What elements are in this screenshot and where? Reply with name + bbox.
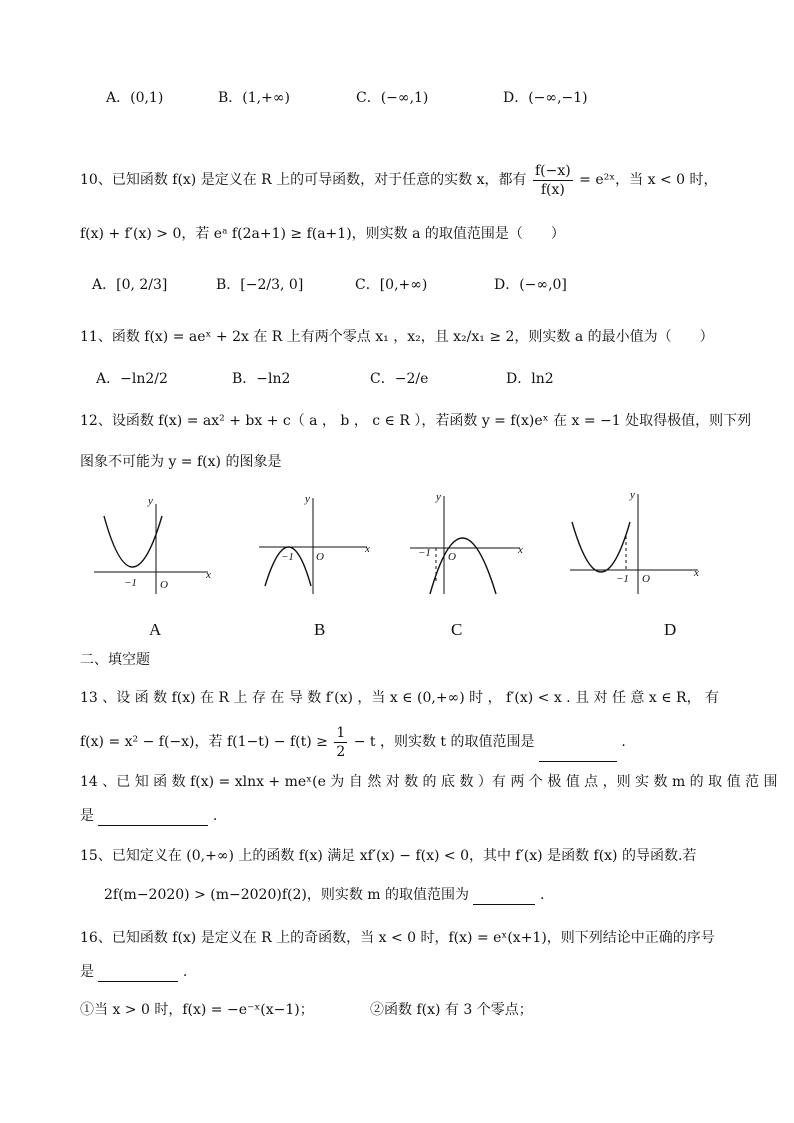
graph-d-parabola — [572, 522, 630, 572]
graph-d-y-label: y — [630, 489, 635, 501]
graph-c-caption: C — [451, 620, 463, 639]
q13-frac-den: 2 — [336, 743, 346, 760]
q16-stem-line1: 16、已知函数 f(x) 是定义在 R 上的奇函数，当 x < 0 时，f(x) = eˣ(x+1)，则下列结论中正确的序号 — [80, 930, 715, 946]
q10-option-d: D．(−∞,0] — [494, 277, 567, 293]
graph-b-neg-one: −1 — [281, 551, 294, 563]
q13-frac-tail: − t — [353, 734, 376, 750]
graph-c-parabola — [430, 538, 496, 594]
q14-answer-blank[interactable] — [98, 811, 208, 826]
q10-stem-line1 — [80, 160, 718, 200]
q15-stem-text: 2f(m−2020) > (m−2020)f(2)，则实数 m 的取值范围为 — [104, 887, 470, 903]
graph-a-parabola — [104, 516, 162, 567]
q16-end: . — [182, 964, 188, 980]
q10-stem-pre: 10、已知函数 f(x) 是定义在 R 上的可导函数，对于任意的实数 x，都有 — [80, 172, 527, 188]
graph-d-origin: O — [642, 573, 650, 585]
q11-option-b: B．−ln2 — [232, 371, 291, 387]
graph-b-caption: B — [314, 620, 326, 639]
q13-stem-pre: f(x) = x² − f(−x)，若 f(1−t) − f(t) ≥ — [80, 734, 333, 750]
graph-b-origin: O — [316, 551, 324, 563]
q12-stem-line1: 12、设函数 f(x) = ax² + bx + c（ a ， b ， c ∈ R ），若函数 y = f(x)eˣ 在 x = −1 处取得极值，则下列 — [80, 413, 752, 429]
graph-a-y-label: y — [148, 495, 153, 507]
graph-c-neg-one: −1 — [418, 547, 431, 559]
q14-stem-is: 是 — [80, 808, 94, 824]
graph-d-caption: D — [664, 620, 677, 639]
graph-a — [90, 490, 220, 600]
graph-a-caption: A — [149, 620, 162, 639]
q10-stem-post: = e²ˣ，当 x < 0 时， — [579, 172, 718, 188]
graph-b-x-label: x — [365, 543, 370, 555]
q9-option-a: A．(0,1) — [106, 90, 164, 106]
q11-stem: 11、函数 f(x) = aeˣ + 2x 在 R 上有两个零点 x₁ ，x₂，且 x₂/x₁ ≥ 2，则实数 a 的最小值为（ ） — [80, 329, 714, 345]
q13-end: . — [621, 734, 626, 750]
q10-stem-line2: f(x) + f′(x) > 0，若 eᵃ f(2a+1) ≥ f(a+1)，则实数 a 的取值范围是（ ） — [80, 226, 565, 242]
graph-d-x-label: x — [694, 567, 699, 579]
q9-option-c: C．(−∞,1) — [356, 90, 429, 106]
q15-end: . — [539, 887, 545, 903]
q10-frac-den: f(x) — [540, 181, 565, 198]
q14-stem-line2 — [80, 806, 217, 826]
graph-b — [255, 490, 385, 600]
q15-stem-line1: 15、已知定义在 (0,+∞) 上的函数 f(x) 满足 xf′(x) − f(x) < 0，其中 f′(x) 是函数 f(x) 的导函数.若 — [80, 848, 697, 864]
graph-a-origin: O — [160, 579, 168, 591]
graph-b-y-label: y — [305, 493, 310, 505]
q9-option-d: D．(−∞,−1) — [503, 90, 588, 106]
q13-answer-blank[interactable] — [539, 747, 617, 762]
graph-c-x-label: x — [518, 544, 523, 556]
graph-d — [566, 490, 706, 600]
q12-stem-line2: 图象不可能为 y = f(x) 的图象是 — [80, 454, 282, 470]
graph-c — [406, 490, 536, 600]
q13-frac-num: 1 — [336, 724, 346, 741]
q16-stem-is: 是 — [80, 964, 94, 980]
q13-stem-line1: 13 、设 函 数 f(x) 在 R 上 存 在 导 数 f′(x) ，当 x ∈ (0,+∞) 时 ， f′(x) < x . 且 对 任 意 x ∈ R， 有 — [80, 690, 720, 706]
q16-answer-blank[interactable] — [98, 967, 178, 982]
q13-fraction — [334, 724, 347, 761]
q13-stem-post: ，则实数 t 的取值范围是 — [379, 734, 535, 750]
q10-option-c: C．[0,+∞) — [355, 277, 428, 293]
q13-stem-line2 — [80, 722, 626, 762]
graph-a-x-label: x — [206, 569, 211, 581]
graph-c-y-label: y — [436, 491, 441, 503]
q10-frac-num: f(−x) — [534, 162, 571, 179]
q15-stem-line2 — [104, 885, 544, 905]
q11-option-a: A．−ln2/2 — [96, 371, 168, 387]
q15-answer-blank[interactable] — [473, 890, 535, 905]
q11-option-d: D．ln2 — [506, 371, 554, 387]
q9-option-b: B．(1,+∞) — [218, 90, 290, 106]
q10-fraction — [533, 162, 573, 199]
section-title: 二、填空题 — [80, 652, 150, 668]
q11-option-c: C．−2/e — [370, 371, 429, 387]
graph-d-neg-one: −1 — [616, 573, 629, 585]
q10-option-b: B．[−2/3, 0] — [216, 277, 304, 293]
q16-item-2: ②函数 f(x) 有 3 个零点； — [370, 1002, 533, 1018]
q16-item-1: ①当 x > 0 时，f(x) = −e⁻ˣ(x−1)； — [80, 1002, 314, 1018]
q14-stem-line1: 14 、已 知 函 数 f(x) = xlnx + meˣ(e 为 自 然 对 数 的 底 数 ）有 两 个 极 值 点 ，则 实 数 m 的 取 值 范 围 — [80, 774, 778, 790]
q16-stem-line2 — [80, 962, 187, 982]
graph-a-neg-one: −1 — [124, 577, 137, 589]
graph-c-origin: O — [448, 551, 456, 563]
q14-end: . — [212, 808, 218, 824]
q10-option-a: A．[0, 2/3] — [92, 277, 168, 293]
